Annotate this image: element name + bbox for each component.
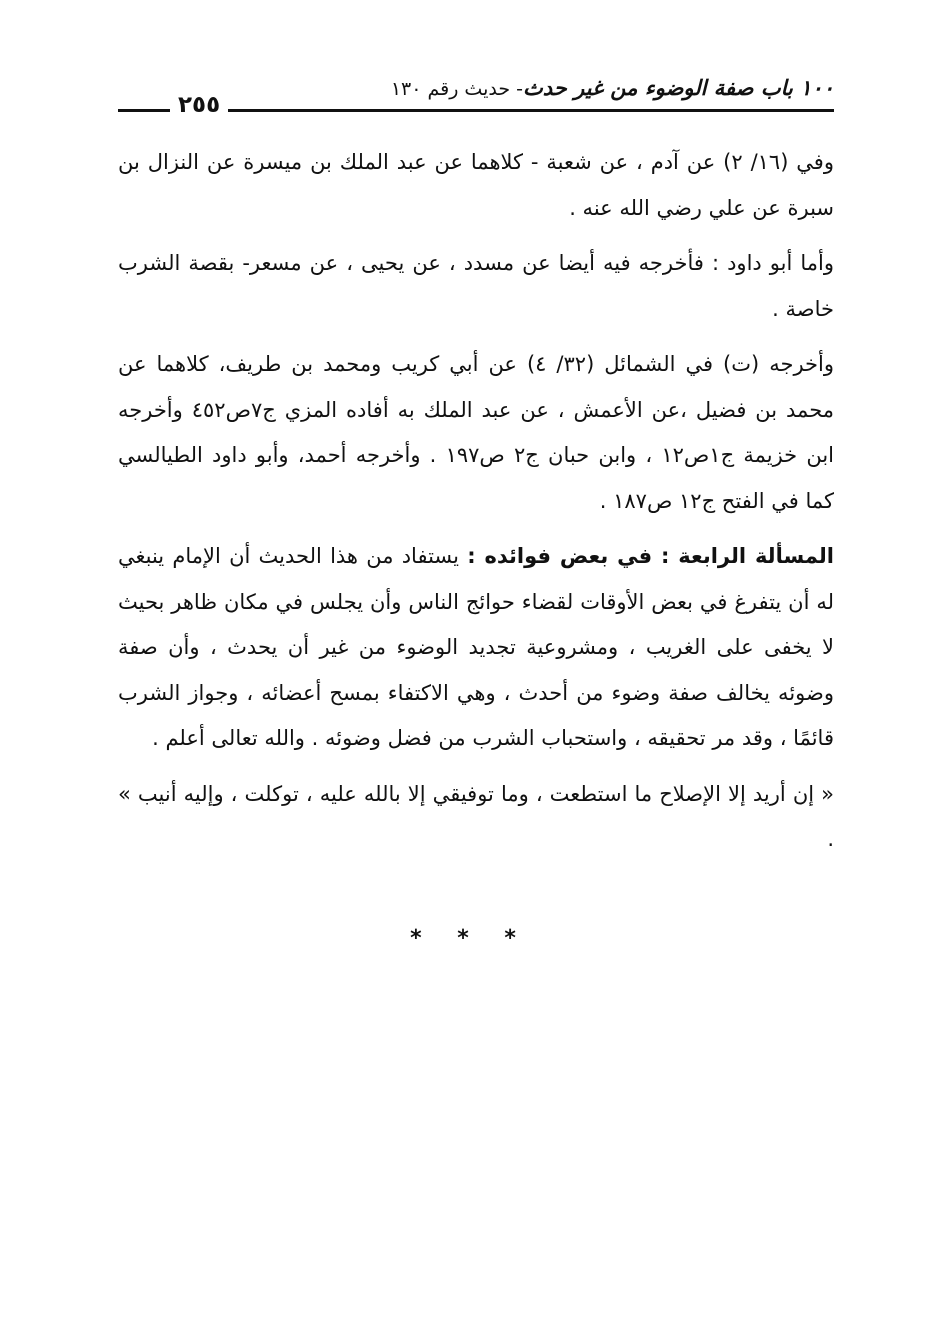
paragraph-4 (118, 534, 834, 762)
paragraph-3-text: وأخرجه (ت) في الشمائل (٣٢/ ٤) عن أبي كريب ومحمد بن طريف، كلاهما عن محمد بن فضيل ،عن الأعمش ، عن عبد الملك به أفاده المزي ج٧ص٤٥٢ وأخرجه ابن خزيمة ج١ص١٢ ، وابن حبان ج٢ ص١٩٧ . وأخرجه أحمد، وأبو داود الطيالسي كما في الفتح ج١٢ ص١٨٧ . (118, 352, 834, 513)
chapter-title-hadith-number: - حديث رقم ١٣٠ (390, 78, 523, 100)
running-header (118, 66, 834, 122)
paragraph-1 (118, 140, 834, 231)
section-end-mark: * * * (410, 926, 530, 951)
body-text (118, 140, 834, 873)
paragraph-2 (118, 241, 834, 332)
paragraph-1-text: وفي (١٦/ ٢) عن آدم ، عن شعبة - كلاهما عن عبد الملك بن ميسرة عن النزال بن سبرة عن علي رضي الله عنه . (118, 150, 834, 220)
paragraph-5 (118, 772, 834, 863)
paragraph-4-text: يستفاد من هذا الحديث أن الإمام ينبغي له أن يتفرغ في بعض الأوقات لقضاء حوائج الناس وأن يجلس في مكان ظاهر بحيث لا يخفى على الغريب ، ومشروعية تجديد الوضوء من غير أن يحدث ، وأن صفة وضوئه يخالف صفة وضوء من أحدث ، وهي الاكتفاء بمسح أعضائه ، وجواز الشرب قائمًا ، وقد مر تحقيقه ، واستحباب الشرب من فضل وضوئه . والله تعالى أعلم . (118, 544, 834, 750)
paragraph-2-text: وأما أبو داود : فأخرجه فيه أيضا عن مسدد ، عن يحيى ، عن مسعر- بقصة الشرب خاصة . (118, 251, 834, 321)
paragraph-3 (118, 342, 834, 524)
page-number: ٢٥٥ (170, 88, 228, 122)
section-heading: المسألة الرابعة : في بعض فوائده : (467, 544, 834, 568)
chapter-title-main: ١٠٠ باب صفة الوضوء من غير حدث (523, 76, 834, 100)
paragraph-5-text: « إن أريد إلا الإصلاح ما استطعت ، وما توفيقي إلا بالله عليه ، توكلت ، وإليه أنيب » . (118, 781, 834, 851)
chapter-title (391, 76, 834, 100)
